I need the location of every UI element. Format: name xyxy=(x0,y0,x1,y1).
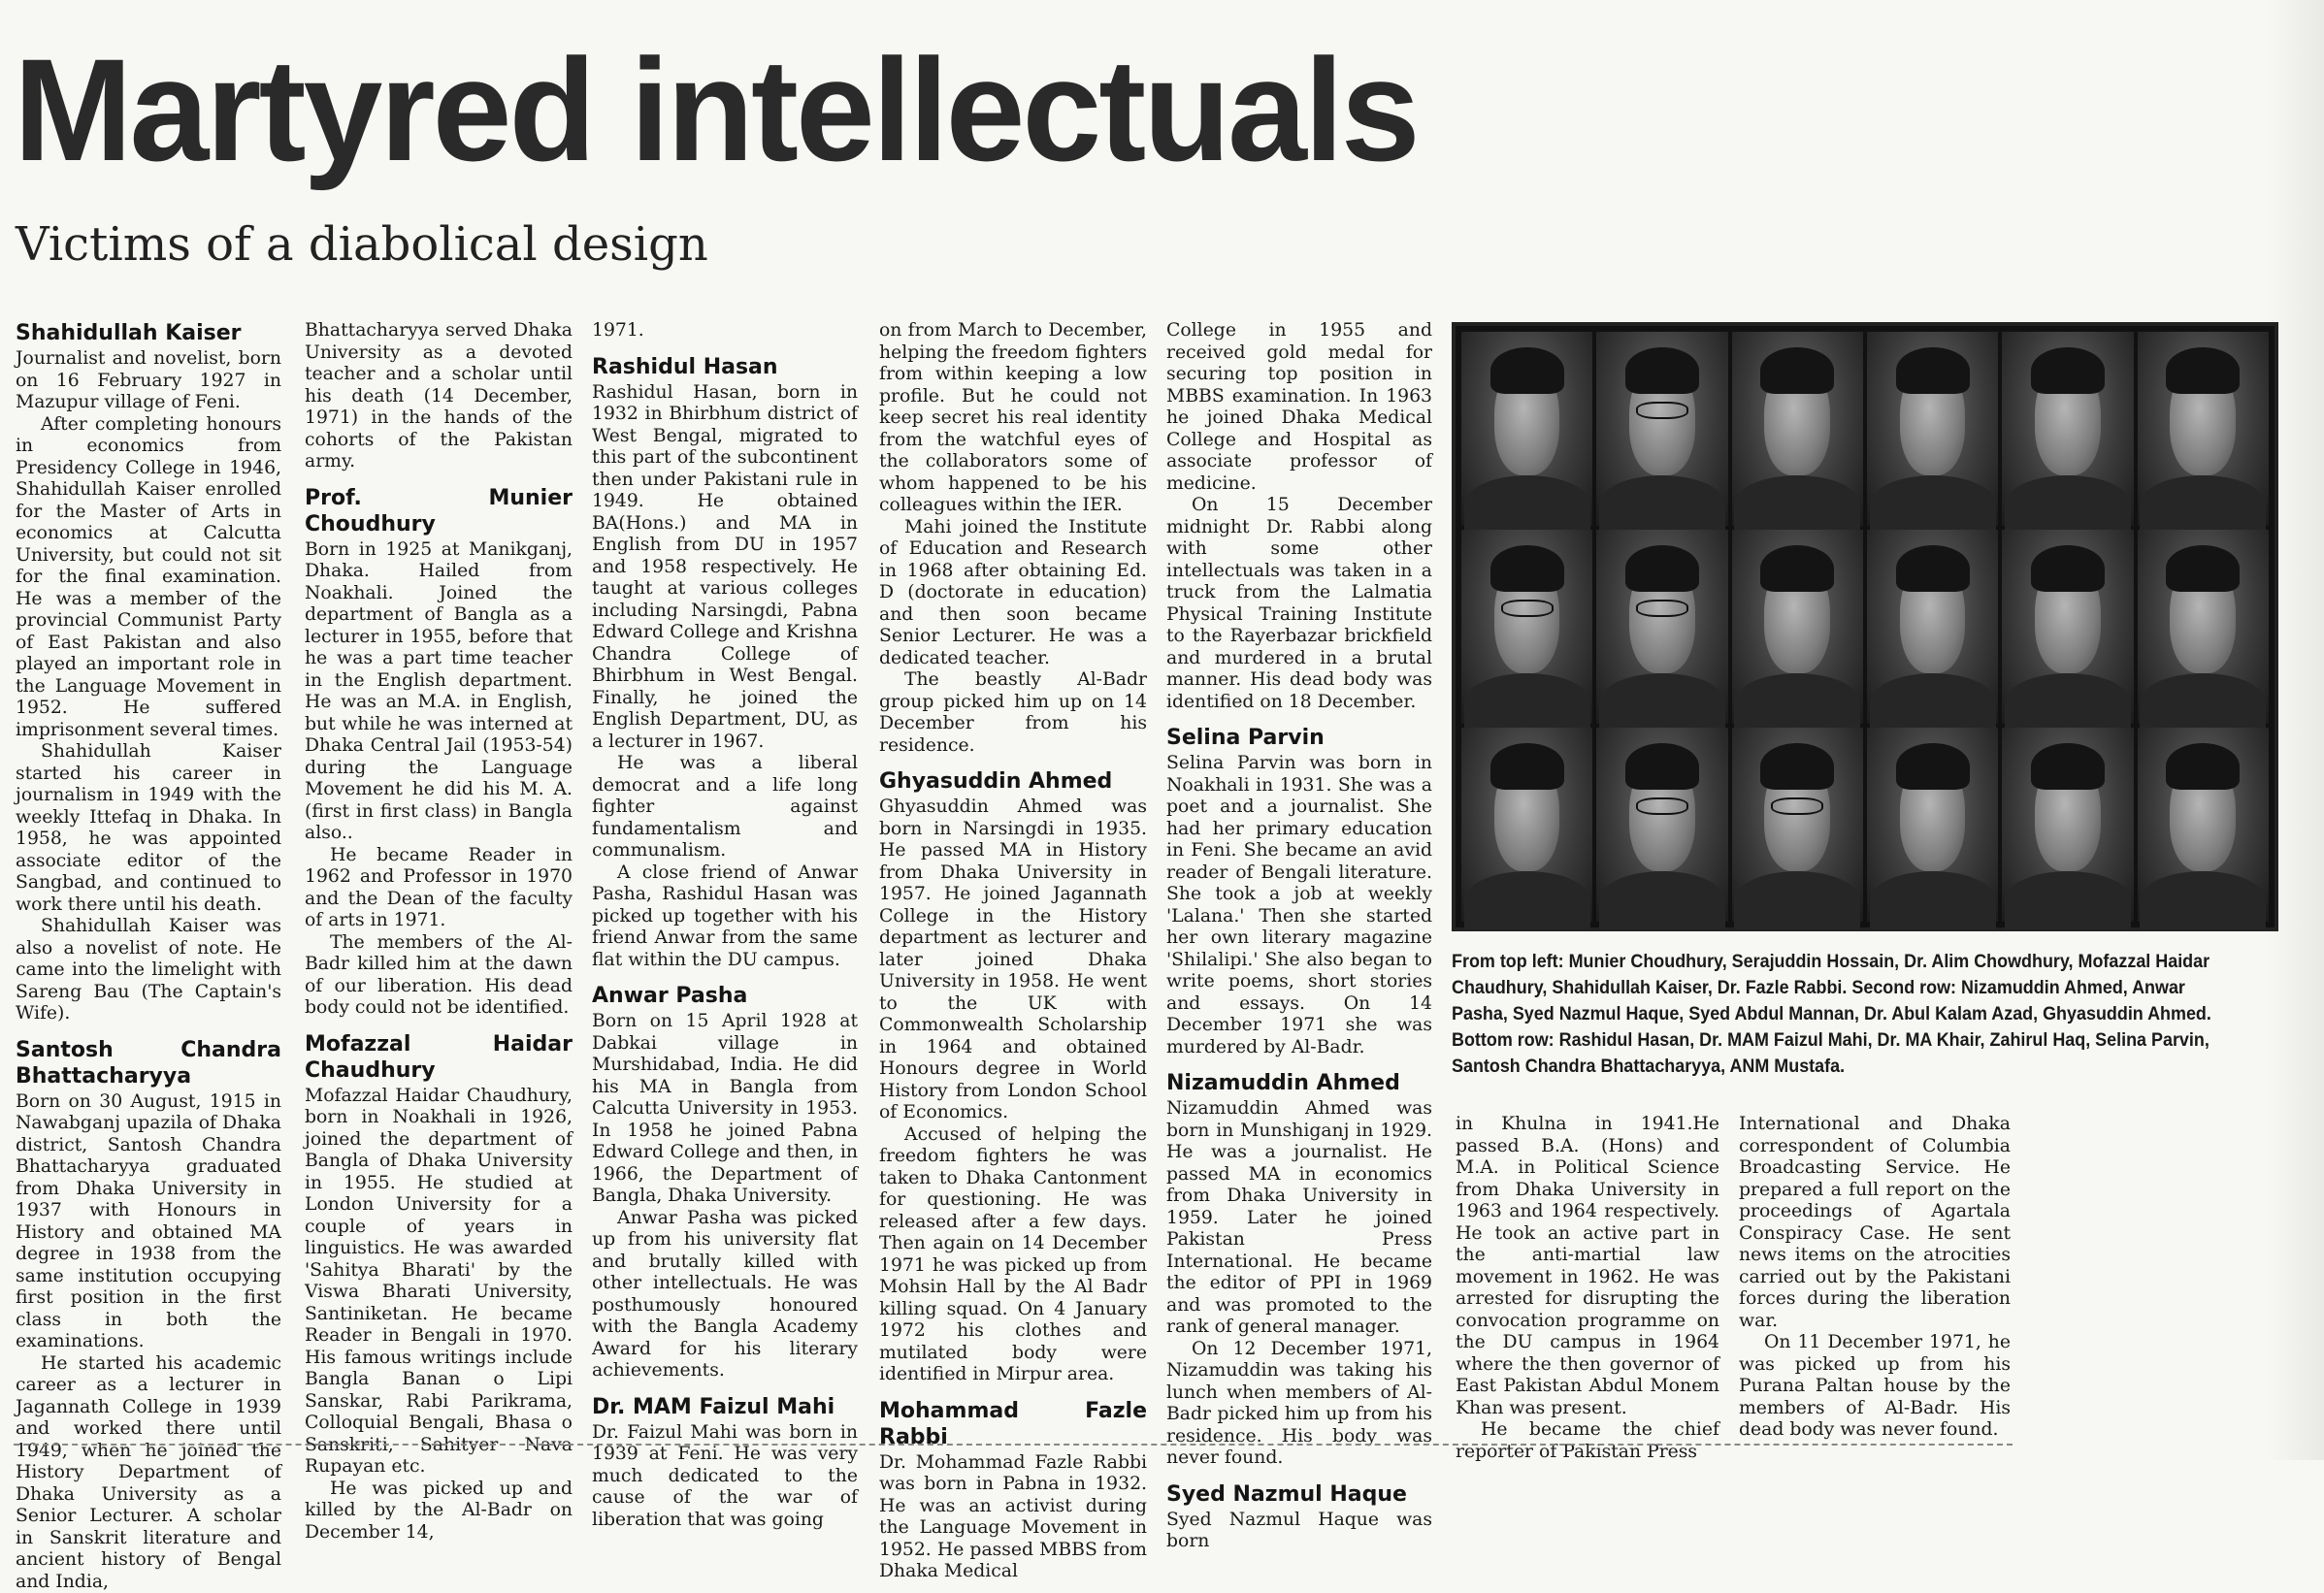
portrait-photo xyxy=(1867,332,1998,526)
paragraph: He became Reader in 1962 and Professor in 1970 and the Dean of the faculty of arts in 1971. xyxy=(305,845,573,932)
portrait-hair xyxy=(1490,743,1564,790)
section-heading: Dr. MAM Faizul Mahi xyxy=(592,1394,858,1420)
portrait-hair xyxy=(1625,545,1699,592)
portrait-hair xyxy=(2031,545,2105,592)
bottom-rule xyxy=(14,1444,2013,1446)
paragraph: Dr. Mohammad Fazle Rabbi was born in Pabna in 1932. He was an activist during the Language Movement in 1952. He passed MBBS from Dhaka Medical xyxy=(879,1452,1147,1583)
portrait-hair xyxy=(1896,347,1970,394)
portrait-hair xyxy=(2166,347,2240,394)
photo-caption: From top left: Munier Choudhury, Serajuddin Hossain, Dr. Alim Chowdhury, Mofazzal Haidar Chaudhury, Shahidullah Kaiser, Dr. Fazle Rabbi. Second row: Nizamuddin Ahmed, Anwar Pasha, Syed Nazmul Haque, Syed Abdul Mannan, Dr. Abul Kalam Azad, Ghyasuddin Ahmed. Bottom row: Rashidul Hasan, Dr. MAM Faizul Mahi, Dr. MA Khair, Zahirul Haq, Selina Parvin, Santosh Chandra Bhattacharyya, ANM Mustafa. xyxy=(1452,949,2219,1080)
portrait-shoulders xyxy=(1870,475,1996,534)
section-heading: Nizamuddin Ahmed xyxy=(1166,1070,1432,1096)
paragraph: Anwar Pasha was picked up from his university flat and brutally killed with other intellectuals. He was posthumously honoured with the Bangla Academy Award for his literary achievements. xyxy=(592,1208,858,1382)
portrait-photo xyxy=(1867,728,1998,922)
portrait-photo xyxy=(1596,332,1727,526)
portrait-photo xyxy=(1867,530,1998,724)
article-column-6 xyxy=(1456,1114,1719,1444)
portrait-hair xyxy=(1896,743,1970,790)
portrait-photo xyxy=(2002,530,2133,724)
portrait-hair xyxy=(1760,545,1834,592)
paragraph: On 12 December 1971, Nizamuddin was taking his lunch when members of Al-Badr picked him up from his residence. His body was never found. xyxy=(1166,1339,1432,1470)
article-column-5 xyxy=(1166,320,1432,1436)
headline: Martyred intellectuals xyxy=(14,37,1418,182)
portrait-hair xyxy=(1760,743,1834,790)
portrait-shoulders xyxy=(1599,475,1725,534)
paragraph: On 15 December midnight Dr. Rabbi along with some other intellectuals was taken in a truck from the Lalmatia Physical Training Institute to the Rayerbazar brickfield and murdered in a brutal manner. His dead body was identified on 18 December. xyxy=(1166,495,1432,713)
portrait-grid-inner xyxy=(1461,332,2269,922)
paragraph: Nizamuddin Ahmed was born in Munshiganj in 1929. He was a journalist. He passed MA in economics from Dhaka University in 1959. Later he joined Pakistan Press International. He became the editor of PPI in 1969 and was promoted to the rank of general manager. xyxy=(1166,1098,1432,1339)
paragraph: Accused of helping the freedom fighters he was taken to Dhaka Cantonment for questioning. He was released after a few days. Then again on 14 December 1971 he was picked up from Mohsin Hall by the Al Badr killing squad. On 4 January 1972 his clothes and mutilated body were identified in Mirpur area. xyxy=(879,1124,1147,1386)
portrait-photo xyxy=(2138,530,2269,724)
portrait-glasses xyxy=(1636,402,1688,419)
portrait-photo xyxy=(1732,728,1863,922)
portrait-shoulders xyxy=(2005,871,2131,929)
portrait-glasses xyxy=(1501,600,1554,617)
portrait-hair xyxy=(2166,545,2240,592)
section-heading: Anwar Pasha xyxy=(592,983,858,1009)
portrait-photo xyxy=(2002,332,2133,526)
paragraph: Selina Parvin was born in Noakhali in 1931. She was a poet and a journalist. She had her primary education in Feni. She became an avid reader of Bengali literature. She took a job at weekly 'Lalana.' Then she started her own literary magazine 'Shilalipi.' She also began to write poems, short stories and essays. On 14 December 1971 she was murdered by Al-Badr. xyxy=(1166,753,1432,1058)
article-column-1 xyxy=(16,320,281,1436)
portrait-photo-grid xyxy=(1452,322,2278,931)
portrait-hair xyxy=(1490,347,1564,394)
paragraph: He was picked up and killed by the Al-Badr on December 14, xyxy=(305,1479,573,1544)
portrait-hair xyxy=(1896,545,1970,592)
portrait-shoulders xyxy=(2140,871,2266,929)
portrait-shoulders xyxy=(1599,871,1725,929)
paragraph: A close friend of Anwar Pasha, Rashidul Hasan was picked up together with his friend Anwar from the same flat within the DU campus. xyxy=(592,862,858,972)
article-column-3 xyxy=(592,320,858,1436)
paragraph: He started his academic career as a lecturer in Jagannath College in 1939 and worked there until 1949, when he joined the History Department of Dhaka University as a Senior Lecturer. A scholar in Sanskrit literature and ancient history of Bengal and India, xyxy=(16,1353,281,1593)
paragraph: Syed Nazmul Haque was born xyxy=(1166,1510,1432,1553)
section-heading: Santosh Chandra Bhattacharyya xyxy=(16,1037,281,1089)
paragraph: Mofazzal Haidar Chaudhury, born in Noakhali in 1926, joined the department of Bangla of Dhaka University in 1955. He studied at London University for a couple of years in linguistics. He was awarded 'Sahitya Bharati' by the Viswa Bharati University, Santiniketan. He became Reader in Bengali in 1970. His famous writings include Bangla Banan o Lipi Sanskar, Rabi Parikrama, Colloquial Bengali, Bhasa o Sanskriti, Sahityer Nava Rupayan etc. xyxy=(305,1086,573,1479)
portrait-photo xyxy=(1732,530,1863,724)
portrait-glasses xyxy=(1636,797,1688,815)
portrait-hair xyxy=(2031,347,2105,394)
paragraph: Mahi joined the Institute of Education and Research in 1968 after obtaining Ed. D (doctorate in education) and then soon became Senior Lecturer. He was a dedicated teacher. xyxy=(879,517,1147,670)
portrait-photo xyxy=(2138,728,2269,922)
portrait-shoulders xyxy=(1734,475,1860,534)
section-heading: Shahidullah Kaiser xyxy=(16,320,281,346)
portrait-shoulders xyxy=(2005,673,2131,731)
paragraph: Shahidullah Kaiser started his career in journalism in 1949 with the weekly Ittefaq in Dhaka. In 1958, he was appointed associate editor of the Sangbad, and continued to work there until his death. xyxy=(16,741,281,916)
paragraph: College in 1955 and received gold medal for securing top position in MBBS examination. In 1963 he joined Dhaka Medical College and Hospital as associate professor of medicine. xyxy=(1166,320,1432,495)
paragraph: The beastly Al-Badr group picked him up on 14 December from his residence. xyxy=(879,669,1147,757)
portrait-photo xyxy=(1461,530,1592,724)
portrait-photo xyxy=(2138,332,2269,526)
paragraph: Born in 1925 at Manikganj, Dhaka. Hailed from Noakhali. Joined the department of Bangla as a lecturer in 1955, before that he was a part time teacher in the English department. He was an M.A. in English, but while he was interned at Dhaka Central Jail (1953-54) during the Language Movement he did his M. A. (first in first class) in Bangla also.. xyxy=(305,539,573,845)
portrait-hair xyxy=(1625,347,1699,394)
portrait-shoulders xyxy=(2140,673,2266,731)
section-heading: Syed Nazmul Haque xyxy=(1166,1481,1432,1508)
paragraph: Born on 30 August, 1915 in Nawabganj upazila of Dhaka district, Santosh Chandra Bhattacharyya graduated from Dhaka University in 1937 with Honours in History and obtained MA degree in 1938 from the same institution occupying first position in the first class in both the examinations. xyxy=(16,1091,281,1353)
paragraph: International and Dhaka correspondent of Columbia Broadcasting Service. He prepared a full report on the proceedings of Agartala Conspiracy Case. He sent news items on the atrocities carried out by the Pakistani forces during the liberation war. xyxy=(1739,1114,2011,1332)
portrait-hair xyxy=(2166,743,2240,790)
portrait-hair xyxy=(1625,743,1699,790)
portrait-photo xyxy=(1732,332,1863,526)
paragraph: Born on 15 April 1928 at Dabkai village in Murshidabad, India. He did his MA in Bangla from Calcutta University in 1953. In 1958 he joined Pabna Edward College and then, in 1966, the Department of Bangla, Dhaka University. xyxy=(592,1011,858,1208)
paragraph: After completing honours in economics from Presidency College in 1946, Shahidullah Kaiser enrolled for the Master of Arts in economics at Calcutta University, but could not sit for the final examination. He was a member of the provincial Communist Party of East Pakistan and also played an important role in the Language Movement in 1952. He suffered imprisonment several times. xyxy=(16,414,281,742)
paragraph: Shahidullah Kaiser was also a novelist of note. He came into the limelight with Sareng Bau (The Captain's Wife). xyxy=(16,916,281,1025)
portrait-shoulders xyxy=(1464,475,1590,534)
paragraph: He became the chief reporter of Pakistan Press xyxy=(1456,1419,1719,1463)
portrait-hair xyxy=(2031,743,2105,790)
paragraph: Dr. Faizul Mahi was born in 1939 at Feni. He was very much dedicated to the cause of the war of liberation that was going xyxy=(592,1422,858,1532)
portrait-shoulders xyxy=(1870,673,1996,731)
portrait-shoulders xyxy=(1464,871,1590,929)
portrait-glasses xyxy=(1636,600,1688,617)
section-heading: Mohammad Fazle Rabbi xyxy=(879,1398,1147,1450)
paragraph: He was a liberal democrat and a life long fighter against fundamentalism and communalism. xyxy=(592,753,858,862)
paragraph: Bhattacharyya served Dhaka University as a devoted teacher and a scholar until his death (14 December, 1971) in the hands of the cohorts of the Pakistan army. xyxy=(305,320,573,473)
paragraph: The members of the Al-Badr killed him at the dawn of our liberation. His dead body could not be identified. xyxy=(305,932,573,1020)
article-column-2 xyxy=(305,320,573,1436)
scan-edge-shade xyxy=(2266,0,2324,1460)
paragraph: Journalist and novelist, born on 16 February 1927 in Mazupur village of Feni. xyxy=(16,348,281,414)
section-heading: Mofazzal Haidar Chaudhury xyxy=(305,1031,573,1084)
portrait-hair xyxy=(1760,347,1834,394)
portrait-shoulders xyxy=(2005,475,2131,534)
portrait-glasses xyxy=(1771,797,1823,815)
portrait-photo xyxy=(2002,728,2133,922)
subheadline: Victims of a diabolical design xyxy=(16,221,708,268)
portrait-hair xyxy=(1490,545,1564,592)
portrait-shoulders xyxy=(1734,871,1860,929)
paragraph: on from March to December, helping the freedom fighters from within keeping a low profile. But he could not keep secret his real identity from the watchful eyes of the collaborators some of whom happened to be his colleagues within the IER. xyxy=(879,320,1147,517)
portrait-photo xyxy=(1461,728,1592,922)
portrait-shoulders xyxy=(1870,871,1996,929)
section-heading: Ghyasuddin Ahmed xyxy=(879,768,1147,795)
portrait-photo xyxy=(1461,332,1592,526)
paragraph: Ghyasuddin Ahmed was born in Narsingdi in 1935. He passed MA in History from Dhaka University in 1957. He joined Jagannath College in the History department as lecturer and later joined Dhaka University in 1958. He went to the UK with Commonwealth Scholarship in 1964 and obtained Honours degree in World History from London School of Economics. xyxy=(879,796,1147,1124)
article-column-4 xyxy=(879,320,1147,1436)
portrait-shoulders xyxy=(1464,673,1590,731)
article-column-7 xyxy=(1739,1114,2011,1444)
paragraph: in Khulna in 1941.He passed B.A. (Hons) and M.A. in Political Science from Dhaka University in 1963 and 1964 respectively. He took an active part in the anti-martial law movement in 1962. He was arrested for disrupting the convocation programme on the DU campus in 1964 where the then governor of East Pakistan Abdul Monem Khan was present. xyxy=(1456,1114,1719,1419)
portrait-photo xyxy=(1596,728,1727,922)
paragraph: Rashidul Hasan, born in 1932 in Bhirbhum district of West Bengal, migrated to this part of the subcontinent then under Pakistani rule in 1949. He obtained BA(Hons.) and MA in English from DU in 1957 and 1958 respectively. He taught at various colleges including Narsingdi, Pabna Edward College and Krishna Chandra College of Bhirbhum in West Bengal. Finally, he joined the English Department, DU, as a lecturer in 1967. xyxy=(592,382,858,754)
section-heading: Rashidul Hasan xyxy=(592,354,858,380)
section-heading: Selina Parvin xyxy=(1166,725,1432,751)
portrait-shoulders xyxy=(1734,673,1860,731)
paragraph: 1971. xyxy=(592,320,858,342)
portrait-shoulders xyxy=(2140,475,2266,534)
paragraph: On 11 December 1971, he was picked up from his Purana Paltan house by the members of Al-Badr. His dead body was never found. xyxy=(1739,1332,2011,1442)
section-heading: Prof. Munier Choudhury xyxy=(305,485,573,537)
portrait-photo xyxy=(1596,530,1727,724)
portrait-shoulders xyxy=(1599,673,1725,731)
